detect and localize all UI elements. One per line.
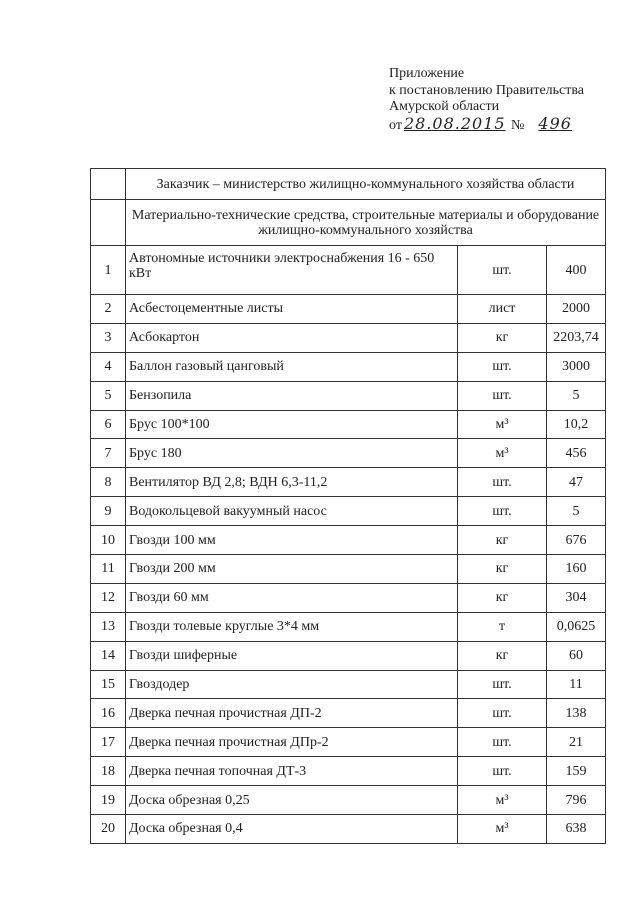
row-number: 15	[91, 670, 126, 699]
item-name: Асбокартон	[126, 323, 458, 352]
date-prefix: от	[389, 117, 402, 133]
item-quantity: 3000	[547, 352, 606, 381]
item-unit: кг	[458, 323, 547, 352]
appendix-region: Амурской области	[389, 99, 500, 114]
item-unit: шт.	[458, 246, 547, 295]
item-unit: т	[458, 612, 547, 641]
item-quantity: 2000	[547, 295, 606, 324]
item-unit: шт.	[458, 670, 547, 699]
table-row	[91, 468, 606, 497]
table-row	[91, 583, 606, 612]
item-name: Гвозди 100 мм	[126, 526, 458, 555]
row-number: 4	[91, 352, 126, 381]
item-unit: шт.	[458, 352, 547, 381]
row-number: 17	[91, 728, 126, 757]
document-header	[389, 66, 584, 134]
item-quantity: 676	[547, 526, 606, 555]
table-row	[91, 757, 606, 786]
item-quantity: 0,0625	[547, 612, 606, 641]
row-number: 10	[91, 526, 126, 555]
table-row	[91, 381, 606, 410]
row-number: 7	[91, 439, 126, 468]
item-quantity: 11	[547, 670, 606, 699]
row-number: 3	[91, 323, 126, 352]
table-row	[91, 815, 606, 844]
item-quantity: 21	[547, 728, 606, 757]
row-number: 11	[91, 555, 126, 584]
item-name: Вентилятор ВД 2,8; ВДН 6,3-11,2	[126, 468, 458, 497]
handwritten-number: 496	[538, 113, 572, 133]
item-name: Гвозди толевые круглые 3*4 мм	[126, 612, 458, 641]
item-quantity: 456	[547, 439, 606, 468]
row-number: 14	[91, 641, 126, 670]
item-quantity: 60	[547, 641, 606, 670]
row-number: 6	[91, 410, 126, 439]
item-unit: лист	[458, 295, 547, 324]
item-name: Гвоздодер	[126, 670, 458, 699]
item-quantity: 5	[547, 381, 606, 410]
table-row	[91, 323, 606, 352]
materials-table-body	[91, 169, 606, 844]
table-row	[91, 641, 606, 670]
table-row	[91, 295, 606, 324]
row-number: 19	[91, 786, 126, 815]
item-quantity: 2203,74	[547, 323, 606, 352]
table-row	[91, 246, 606, 295]
table-row	[91, 439, 606, 468]
item-unit: шт.	[458, 468, 547, 497]
item-name: Брус 100*100	[126, 410, 458, 439]
table-row	[91, 699, 606, 728]
item-quantity: 400	[547, 246, 606, 295]
table-row	[91, 555, 606, 584]
item-unit: кг	[458, 583, 547, 612]
item-name: Водокольцевой вакуумный насос	[126, 497, 458, 526]
row-number: 9	[91, 497, 126, 526]
section-header-row	[91, 200, 606, 246]
item-name: Дверка печная прочистная ДП-2	[126, 699, 458, 728]
item-name: Дверка печная топочная ДТ-3	[126, 757, 458, 786]
item-quantity: 138	[547, 699, 606, 728]
table-row	[91, 612, 606, 641]
customer-header-row	[91, 169, 606, 200]
item-unit: м³	[458, 815, 547, 844]
materials-table	[90, 168, 606, 844]
customer-header: Заказчик – министерство жилищно-коммунального хозяйства области	[126, 169, 606, 200]
row-number: 20	[91, 815, 126, 844]
table-row	[91, 410, 606, 439]
table-row	[91, 497, 606, 526]
item-quantity: 160	[547, 555, 606, 584]
table-row	[91, 352, 606, 381]
item-unit: шт.	[458, 699, 547, 728]
row-number: 5	[91, 381, 126, 410]
item-unit: м³	[458, 410, 547, 439]
row-number: 16	[91, 699, 126, 728]
row-number: 12	[91, 583, 126, 612]
item-name: Доска обрезная 0,4	[126, 815, 458, 844]
row-number: 8	[91, 468, 126, 497]
item-unit: шт.	[458, 728, 547, 757]
item-name: Доска обрезная 0,25	[126, 786, 458, 815]
item-unit: шт.	[458, 757, 547, 786]
item-name: Бензопила	[126, 381, 458, 410]
item-unit: кг	[458, 526, 547, 555]
appendix-date-number	[389, 113, 584, 135]
handwritten-date: 28.08.2015	[403, 113, 506, 133]
item-quantity: 304	[547, 583, 606, 612]
table-row	[91, 786, 606, 815]
table-row	[91, 728, 606, 757]
number-prefix: №	[511, 117, 525, 133]
row-number: 13	[91, 612, 126, 641]
item-unit: м³	[458, 786, 547, 815]
appendix-reference: к постановлению Правительства	[389, 82, 585, 98]
empty-num-cell	[91, 169, 126, 200]
item-name: Гвозди 60 мм	[126, 583, 458, 612]
item-quantity: 796	[547, 786, 606, 815]
item-quantity: 10,2	[547, 410, 606, 439]
item-name: Брус 180	[126, 439, 458, 468]
item-name: Гвозди 200 мм	[126, 555, 458, 584]
item-quantity: 47	[547, 468, 606, 497]
empty-num-cell	[91, 200, 126, 246]
item-unit: шт.	[458, 381, 547, 410]
row-number: 2	[91, 295, 126, 324]
item-quantity: 638	[547, 815, 606, 844]
item-quantity: 5	[547, 497, 606, 526]
table-row	[91, 526, 606, 555]
item-unit: кг	[458, 641, 547, 670]
item-unit: шт.	[458, 497, 547, 526]
row-number: 1	[91, 246, 126, 295]
item-name: Дверка печная прочистная ДПр-2	[126, 728, 458, 757]
appendix-title: Приложение	[389, 66, 465, 81]
item-unit: м³	[458, 439, 547, 468]
item-name: Баллон газовый цанговый	[126, 352, 458, 381]
section-header: Материально-технические средства, строительные материалы и оборудование жилищно-коммунального хозяйства	[126, 200, 606, 246]
row-number: 18	[91, 757, 126, 786]
item-unit: кг	[458, 555, 547, 584]
item-name: Автономные источники электроснабжения 16 - 650 кВт	[126, 246, 458, 295]
table-row	[91, 670, 606, 699]
item-name: Гвозди шиферные	[126, 641, 458, 670]
item-name: Асбестоцементные листы	[126, 295, 458, 324]
item-quantity: 159	[547, 757, 606, 786]
